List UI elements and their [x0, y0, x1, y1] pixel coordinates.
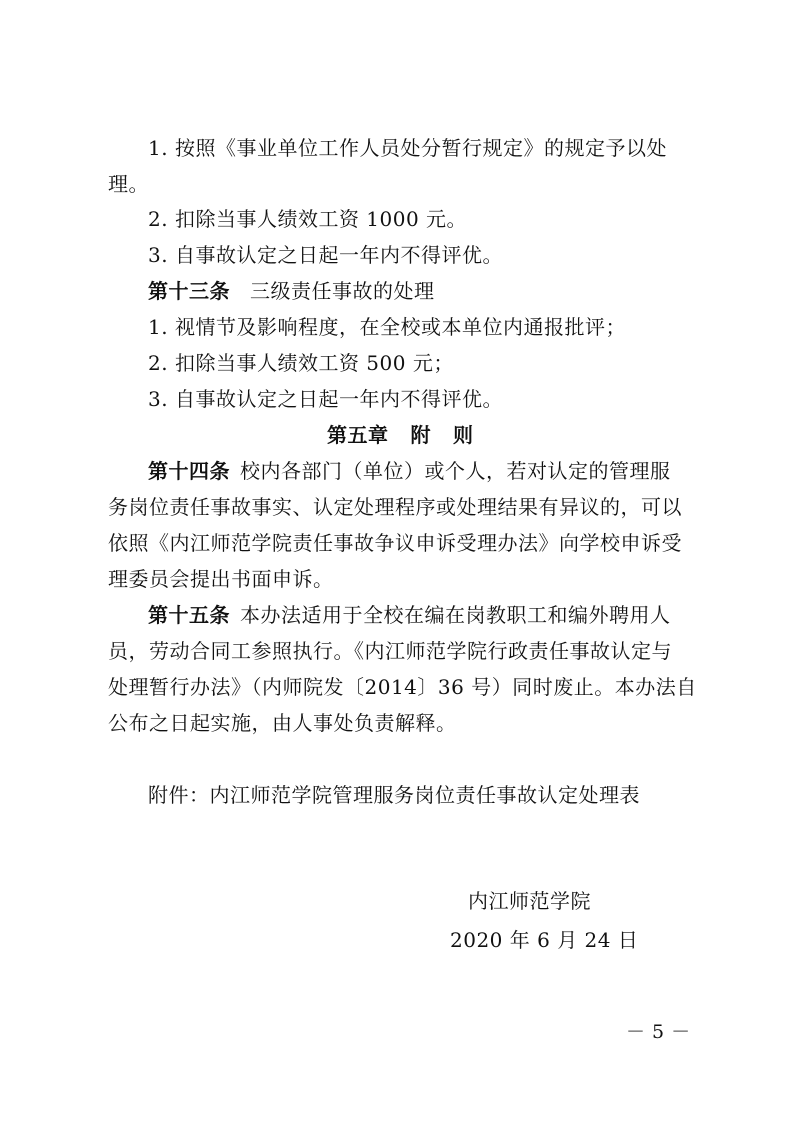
- article15-line-2: 员，劳动合同工参照执行。《内江师范学院行政责任事故认定与: [108, 639, 672, 663]
- article12-item-1-cont: 理。: [108, 172, 149, 196]
- article13-item-3: 3. 自事故认定之日起一年内不得评优。: [148, 387, 503, 411]
- article12-item-1: 1. 按照《事业单位工作人员处分暂行规定》的规定予以处: [148, 136, 667, 160]
- article15-line-1: [148, 600, 671, 630]
- article15-text-1: 本办法适用于全校在编在岗教职工和编外聘用人: [240, 603, 671, 627]
- chapter5-title-part2: 附: [410, 423, 431, 447]
- signature-org: 内江师范学院: [468, 889, 591, 913]
- article14-label: 第十四条: [148, 459, 230, 483]
- article14-line-3: 依照《内江师范学院责任事故争议申诉受理办法》向学校申诉受: [108, 531, 682, 555]
- article15-label: 第十五条: [148, 603, 230, 627]
- article13-title: 三级责任事故的处理: [250, 279, 435, 303]
- article13-label: 第十三条: [148, 279, 230, 303]
- article12-item-2: 2. 扣除当事人绩效工资 1000 元。: [148, 207, 468, 231]
- article15-line-4: 公布之日起实施，由人事处负责解释。: [108, 711, 457, 735]
- article14-line-4: 理委员会提出书面申诉。: [108, 567, 334, 591]
- attachment-note: 附件：内江师范学院管理服务岗位责任事故认定处理表: [148, 783, 640, 807]
- chapter5-title-part1: 第五章: [327, 423, 389, 447]
- article15-line-3: 处理暂行办法》（内师院发〔2014〕36 号）同时废止。本办法自: [108, 675, 697, 699]
- article14-text-1: 校内各部门（单位）或个人，若对认定的管理服: [240, 459, 671, 483]
- article12-item-3: 3. 自事故认定之日起一年内不得评优。: [148, 243, 503, 267]
- signature-date: 2020 年 6 月 24 日: [450, 928, 639, 952]
- page-number: － 5 －: [626, 1021, 691, 1043]
- chapter5-title: [327, 420, 474, 450]
- chapter5-title-part3: 则: [453, 423, 474, 447]
- article13-item-1: 1. 视情节及影响程度，在全校或本单位内通报批评；: [148, 315, 626, 339]
- article13-item-2: 2. 扣除当事人绩效工资 500 元；: [148, 351, 454, 375]
- article14-line-2: 务岗位责任事故事实、认定处理程序或处理结果有异议的，可以: [108, 495, 682, 519]
- article13-heading: [148, 276, 435, 306]
- article14-line-1: [148, 456, 671, 486]
